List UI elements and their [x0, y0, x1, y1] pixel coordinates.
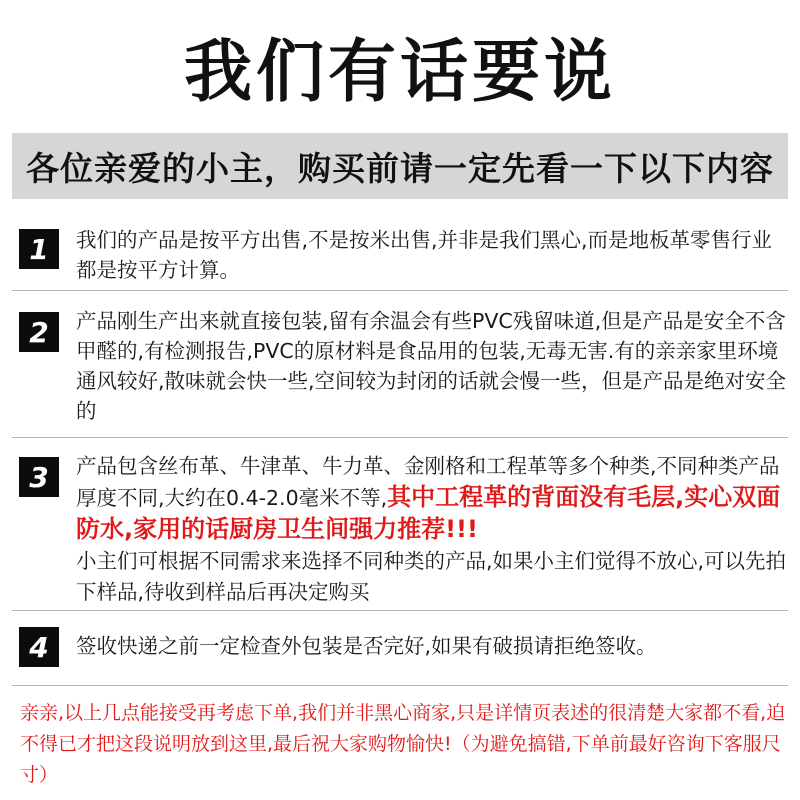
footer-note: 亲亲,以上几点能接受再考虑下单,我们并非黑心商家,只是详情页表述的很清楚大家都不看,迫不得已才把这段说明放到这里,最后祝大家购物愉快!（为避免搞错,下单前最好咨询下客服尺寸） — [20, 702, 786, 786]
item-text-3 — [76, 451, 788, 608]
item-number-badge-4: 4 — [19, 627, 59, 667]
item-text-2: 产品刚生产出来就直接包装,留有余温会有些PVC残留味道,但是产品是安全不含甲醛的,有检测报告,PVC的原材料是食品用的包装,无毒无害.有的亲亲家里环境通风较好,散味就会快一些,空间较为封闭的话就会慢一些，但是产品是绝对安全的 — [76, 309, 787, 423]
section-divider-3 — [12, 610, 788, 611]
item-text-3-after: 小主们可根据不同需求来选择不同种类的产品,如果小主们觉得不放心,可以先拍下样品,待收到样品后再决定购买 — [76, 549, 787, 604]
item-text-1: 我们的产品是按平方出售,不是按米出售,并非是我们黑心,而是地板革零售行业都是按平方计算。 — [76, 228, 773, 282]
subtitle-text: 各位亲爱的小主，购买前请一定先看一下以下内容 — [26, 148, 774, 188]
section-divider-2 — [12, 437, 788, 438]
page-title: 我们有话要说 — [183, 33, 616, 112]
item-number-badge-2: 2 — [19, 312, 59, 352]
item-text-3-before: 产品包含丝布革、牛津革、牛力革、金刚格和工程革等多个种类,不同种类产品厚度不同,大约在0.4-2.0毫米不等, — [76, 454, 780, 510]
item-number-badge-1: 1 — [19, 229, 59, 269]
subtitle-banner — [12, 133, 788, 199]
item-text-4: 签收快递之前一定检查外包装是否完好,如果有破损请拒绝签收。 — [76, 634, 657, 658]
section-divider-4 — [12, 685, 788, 686]
item-number-badge-3: 3 — [19, 457, 59, 497]
item-text-3-highlight: 其中工程革的背面没有毛层,实心双面防水,家用的话厨房卫生间强力推荐!!! — [76, 483, 781, 543]
section-divider-1 — [12, 290, 788, 291]
